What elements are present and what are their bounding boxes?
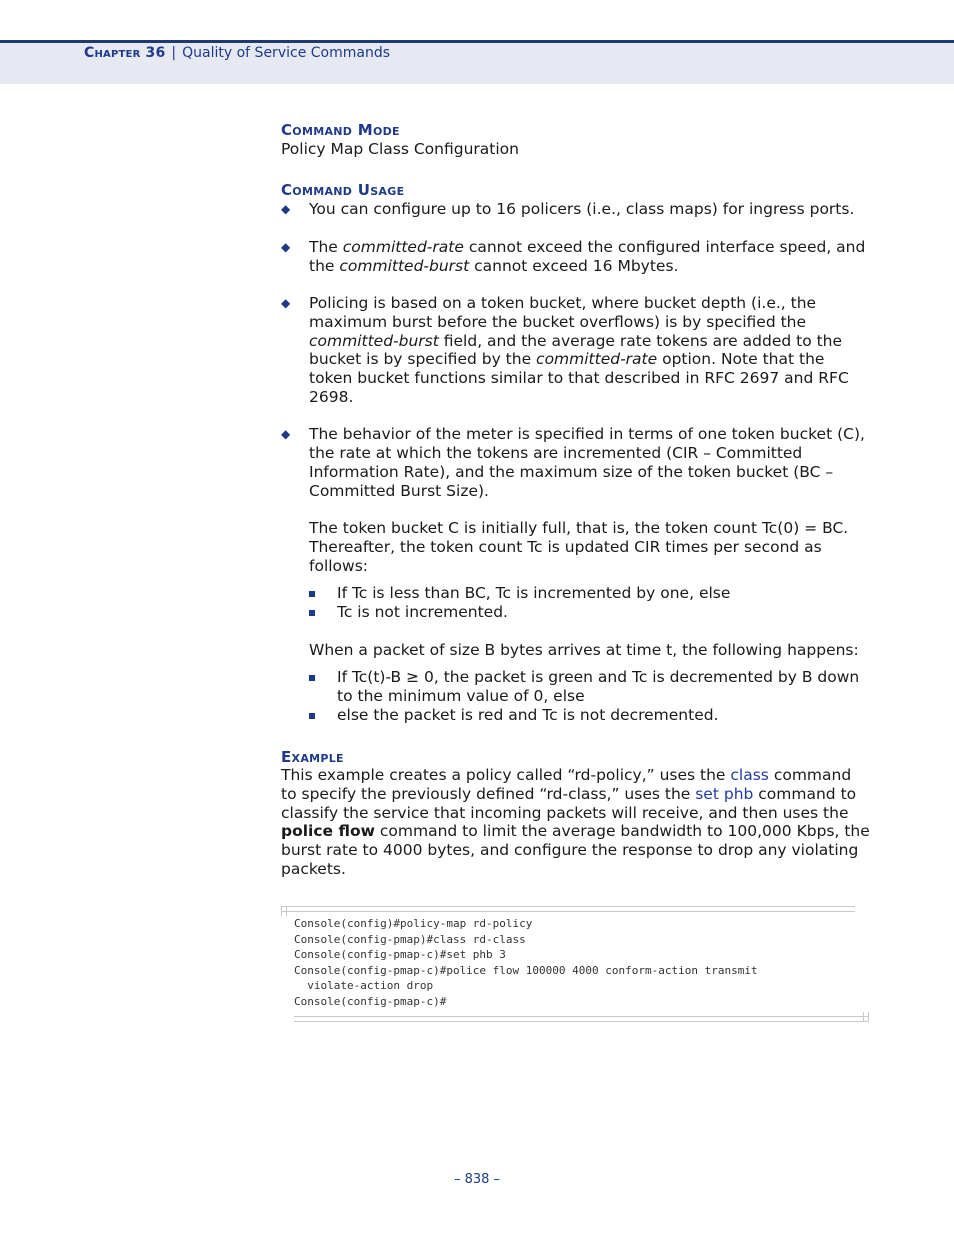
diamond-bullet-icon: ◆ — [281, 296, 291, 311]
command-mode-text: Policy Map Class Configuration — [281, 139, 519, 158]
usage-bullet-3 — [281, 294, 871, 406]
packet-arrival-paragraph — [281, 641, 871, 660]
running-header — [84, 45, 390, 61]
text-run: This example creates a policy called “rd-policy,” uses the — [281, 766, 731, 785]
diamond-bullet-icon: ◆ — [281, 239, 291, 254]
code-box-top-rule — [281, 906, 855, 912]
diamond-bullet-icon: ◆ — [281, 202, 291, 217]
usage-bullet-4-text: The behavior of the meter is specified in terms of one token bucket (C), the rate at which the tokens are incremented (CIR – Committed Information Rate), and the maximum size of the token bucket (BC – Committed Burst Size). — [309, 425, 865, 500]
text-run: option. Note that the token bucket functions similar to that described in RFC 2697 and RFC 2698. — [309, 350, 849, 406]
italic-term: committed-burst — [339, 256, 470, 275]
text-run: command to specify the previously defined “rd-class,” uses the — [281, 766, 852, 803]
usage-bullet-4 — [281, 425, 871, 500]
sub-list-1 — [281, 584, 871, 621]
text-run: cannot exceed 16 Mbytes. — [469, 256, 679, 275]
console-code: Console(config)#policy-map rd-policy Console(config-pmap)#class rd-class Console(config-pmap-c)#set phb 3 Console(config-pmap-c)#police flow 100000 4000 conform-action transmit violate-action drop Console(config-pmap-c)# — [294, 917, 758, 1008]
main-content — [281, 121, 871, 879]
sub-list-item-text: If Tc(t)-B ≥ 0, the packet is green and Tc is decremented by B down to the minimum value of 0, else — [337, 668, 860, 706]
text-run: The — [309, 237, 343, 256]
italic-term: committed-rate — [342, 237, 464, 256]
page-number: – 838 – — [453, 1172, 501, 1187]
class-command-link[interactable]: class — [730, 766, 769, 785]
sub-list-2 — [281, 668, 871, 724]
usage-bullet-2 — [281, 238, 871, 275]
square-bullet-icon — [309, 675, 315, 681]
code-box-bottom-tick — [863, 1012, 869, 1022]
sub-list-item-text: else the packet is red and Tc is not decremented. — [337, 705, 719, 724]
diamond-bullet-icon: ◆ — [281, 427, 291, 442]
square-bullet-icon — [309, 591, 315, 597]
square-bullet-icon — [309, 610, 315, 616]
text-run: field, and the average rate tokens are added to the bucket is by specified by the — [309, 331, 843, 369]
code-example-box — [281, 906, 869, 1022]
chapter-label: Chapter 36 — [84, 45, 166, 61]
text-run: command to limit the average bandwidth to 100,000 Kbps, the burst rate to 4000 bytes, and configure the response to drop any violating packets. — [281, 822, 870, 878]
example-paragraph — [281, 766, 871, 878]
text-run: command to classify the service that incoming packets will receive, and then uses the — [281, 784, 857, 822]
section-heading-example: Example — [281, 747, 344, 766]
text-run: Policing is based on a token bucket, where bucket depth (i.e., the maximum burst before the bucket overflows) is by specified the — [309, 294, 817, 331]
token-bucket-text: The token bucket C is initially full, that is, the token count Tc(0) = BC. Thereafter, the token count Tc is updated CIR times per second as follows: — [309, 519, 849, 575]
square-bullet-icon — [309, 713, 315, 719]
code-box-bottom-rule — [294, 1016, 868, 1022]
usage-bullet-1-text: You can configure up to 16 policers (i.e., class maps) for ingress ports. — [309, 200, 855, 219]
packet-arrival-text: When a packet of size B bytes arrives at time t, the following happens: — [309, 640, 859, 659]
text-run: cannot exceed the configured interface speed, and the — [309, 237, 866, 275]
bold-command: police flow — [281, 822, 375, 841]
usage-bullet-1 — [281, 200, 871, 219]
code-box-top-tick — [281, 906, 287, 916]
sub-list-item — [309, 668, 871, 705]
sub-list-item-text: Tc is not incremented. — [337, 603, 508, 622]
sub-list-item — [309, 584, 871, 603]
header-separator: | — [171, 45, 177, 61]
set-phb-command-link[interactable]: set phb — [695, 784, 754, 803]
italic-term: committed-rate — [536, 350, 658, 369]
sub-list-item — [309, 706, 871, 725]
chapter-title: Quality of Service Commands — [182, 45, 391, 61]
sub-list-item-text: If Tc is less than BC, Tc is incremented by one, else — [337, 584, 731, 603]
section-heading-command-mode: Command Mode — [281, 121, 400, 139]
section-heading-command-usage: Command Usage — [281, 181, 405, 200]
token-bucket-paragraph — [281, 519, 871, 575]
italic-term: committed-burst — [309, 331, 439, 350]
sub-list-item — [309, 603, 871, 622]
